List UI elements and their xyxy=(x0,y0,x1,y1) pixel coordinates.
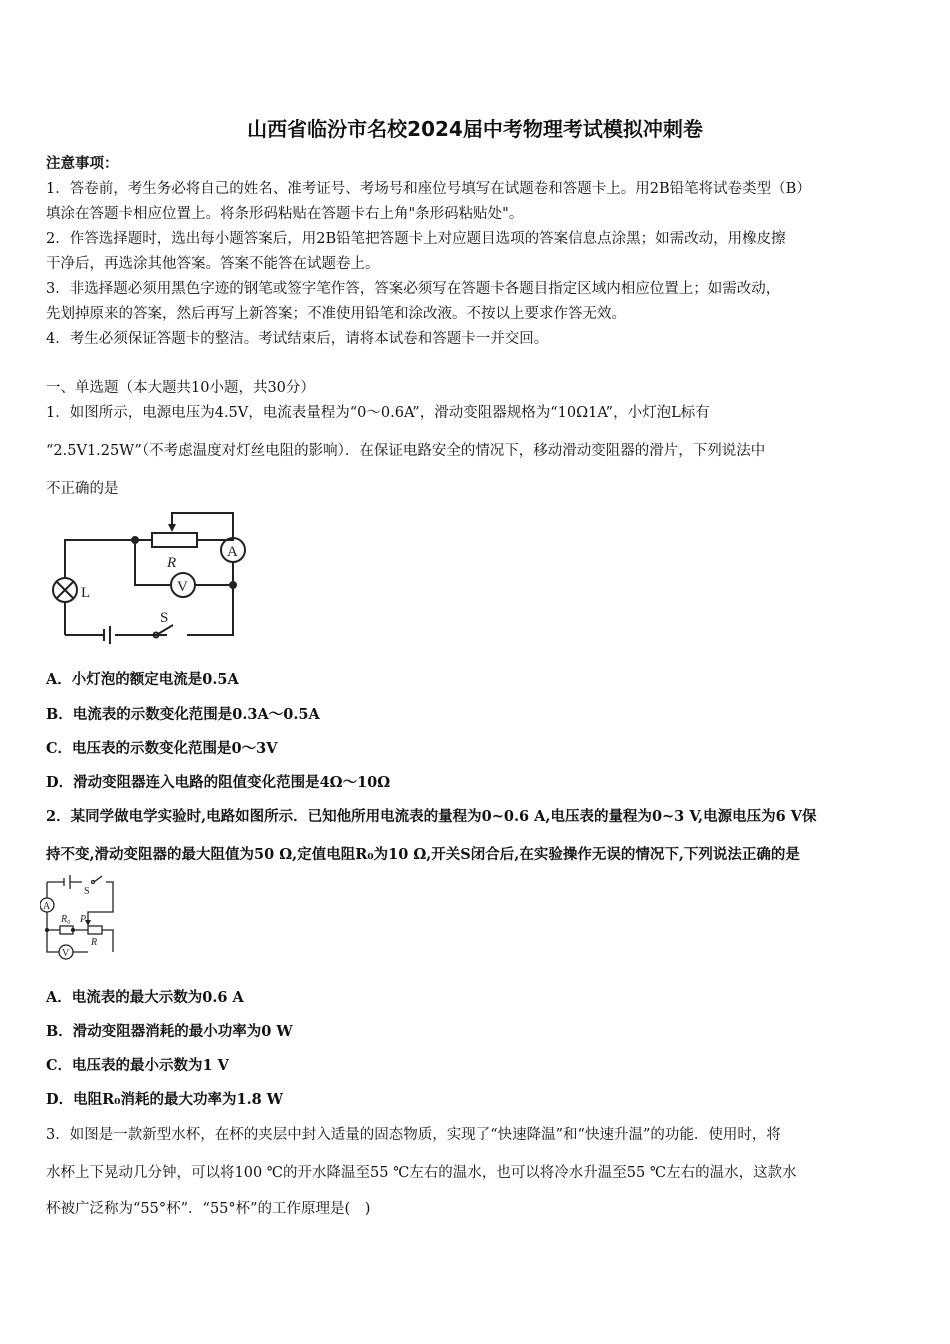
notice-heading: 注意事项： xyxy=(46,155,119,172)
q1-option-d: D．滑动变阻器连入电路的阻值变化范围是4Ω～10Ω xyxy=(46,774,391,791)
label-V: V xyxy=(177,579,188,595)
label-L: L xyxy=(81,585,91,601)
q1-option-c: C．电压表的示数变化范围是0～3V xyxy=(46,740,278,757)
q1-text: 不正确的是 xyxy=(46,481,119,497)
label-S: S xyxy=(84,886,90,897)
q2-circuit-diagram xyxy=(40,872,170,967)
q2-text: 2．某同学做电学实验时,电路如图所示．已知他所用电流表的量程为0~0.6 A,电压表的量程为0~3 V,电源电压为6 V保 xyxy=(46,808,817,825)
notice-line: 3．非选择题必须用黑色字迹的钢笔或签字笔作答，答案必须写在答题卡各题目指定区域内相应位置上；如需改动， xyxy=(46,281,781,297)
label-A: A xyxy=(43,901,51,912)
page-title: 山西省临汾市名校2024届中考物理考试模拟冲刺卷 xyxy=(247,117,703,141)
notice-line: 干净后，再选涂其他答案。答案不能答在试题卷上。 xyxy=(46,256,380,272)
label-R: R xyxy=(91,937,98,948)
q2-option-b: B．滑动变阻器消耗的最小功率为0 W xyxy=(46,1023,293,1040)
notice-line: 1．答卷前，考生务必将自己的姓名、准考证号、考场号和座位号填写在试题卷和答题卡上。用2B铅笔将试卷类型（B） xyxy=(46,181,811,197)
label-S: S xyxy=(160,610,169,626)
notice-line: 先划掉原来的答案，然后再写上新答案；不准使用铅笔和涂改液。不按以上要求作答无效。 xyxy=(46,306,626,322)
label-R0: R₀ xyxy=(61,914,71,925)
q3-text: 3．如图是一款新型水杯，在杯的夹层中封入适量的固态物质，实现了“快速降温”和“快速升温”的功能．使用时，将 xyxy=(46,1127,781,1143)
q1-option-a: A．小灯泡的额定电流是0.5A xyxy=(46,671,239,688)
q1-circuit-diagram xyxy=(40,505,260,650)
q1-text: “2.5V1.25W”（不考虑温度对灯丝电阻的影响）．在保证电路安全的情况下，移动滑动变阻器的滑片，下列说法中 xyxy=(46,443,766,459)
q2-option-c: C．电压表的最小示数为1 V xyxy=(46,1057,229,1074)
q2-option-a: A．电流表的最大示数为0.6 A xyxy=(46,989,244,1006)
notice-line: 2．作答选择题时，选出每小题答案后，用2B铅笔把答题卡上对应题目选项的答案信息点涂黑；如需改动，用橡皮擦 xyxy=(46,231,786,247)
label-A: A xyxy=(227,544,238,560)
section-heading: 一、单选题（本大题共10小题，共30分） xyxy=(46,380,315,396)
q1-text: 1．如图所示，电源电压为4.5V，电流表量程为“0～0.6A”，滑动变阻器规格为“10Ω1A”，小灯泡L标有 xyxy=(46,405,710,421)
notice-line: 填涂在答题卡相应位置上。将条形码粘贴在答题卡右上角"条形码粘贴处"。 xyxy=(46,206,524,222)
q3-text: 水杯上下晃动几分钟，可以将100 ℃的开水降温至55 ℃左右的温水，也可以将冷水升温至55 ℃左右的温水，这款水 xyxy=(46,1165,797,1181)
q3-text: 杯被广泛称为“55°杯”．“55°杯”的工作原理是( ) xyxy=(46,1201,371,1217)
notice-line: 4．考生必须保证答题卡的整洁。考试结束后，请将本试卷和答题卡一并交回。 xyxy=(46,331,549,347)
q2-text: 持不变,滑动变阻器的最大阻值为50 Ω,定值电阻R₀为10 Ω,开关S闭合后,在实验操作无误的情况下,下列说法正确的是 xyxy=(46,846,800,863)
label-R: R xyxy=(167,555,177,571)
q1-option-b: B．电流表的示数变化范围是0.3A～0.5A xyxy=(46,706,320,723)
label-V: V xyxy=(62,948,70,959)
label-P: P xyxy=(80,914,87,925)
q2-option-d: D．电阻R₀消耗的最大功率为1.8 W xyxy=(46,1091,284,1108)
